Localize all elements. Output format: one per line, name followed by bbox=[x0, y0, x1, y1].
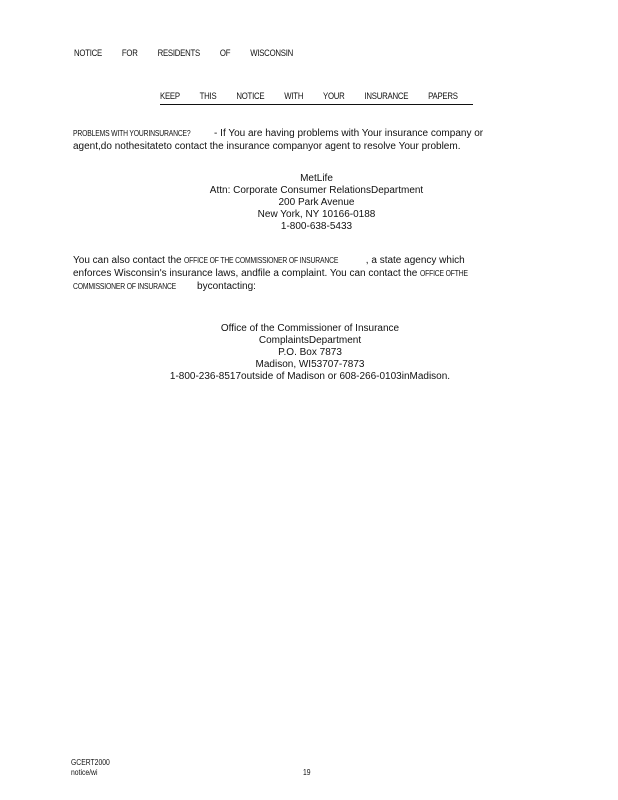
metlife-name: MetLife bbox=[300, 173, 333, 184]
notice-title-word: NOTICE bbox=[74, 48, 102, 59]
office-line-1 bbox=[73, 254, 476, 267]
footer-codes bbox=[71, 758, 110, 778]
problems-heading: PROBLEMS WITH YOURINSURANCE? bbox=[73, 129, 191, 138]
keep-notice-word: NOTICE bbox=[236, 91, 265, 102]
office-line-3 bbox=[73, 280, 476, 293]
commissioner-pobox: P.O. Box 7873 bbox=[278, 347, 342, 358]
metlife-phone: 1-800-638-5433 bbox=[280, 221, 353, 232]
notice-title-word: RESIDENTS bbox=[157, 48, 200, 59]
problems-line-1 bbox=[73, 127, 483, 140]
metlife-address-block bbox=[160, 173, 473, 233]
keep-notice-text bbox=[160, 91, 476, 102]
office-line-2 bbox=[73, 267, 476, 280]
metlife-city: New York, NY 10166-0188 bbox=[257, 209, 376, 220]
footer-sub: notice/wi bbox=[71, 768, 98, 777]
commissioner-office: Office of the Commissioner of Insurance bbox=[220, 323, 400, 334]
metlife-attn: Attn: Corporate Consumer RelationsDepartment bbox=[209, 185, 424, 196]
keep-notice-word: INSURANCE bbox=[364, 91, 409, 102]
notice-title-word: OF bbox=[219, 48, 231, 59]
office-paragraph bbox=[73, 254, 476, 293]
commissioner-city: Madison, WI53707-7873 bbox=[255, 359, 365, 370]
commissioner-dept: ComplaintsDepartment bbox=[258, 335, 362, 346]
problems-line-2: agent,do nothesitateto contact the insurance companyor agent to resolve Your problem. bbox=[73, 141, 461, 152]
office-text-d: bycontacting: bbox=[197, 281, 256, 292]
metlife-street: 200 Park Avenue bbox=[278, 197, 355, 208]
problems-text-1: - If You are having problems with Your insurance company or bbox=[211, 128, 484, 139]
office-name: OFFICE OF THE COMMISSIONER OF INSURANCE bbox=[184, 256, 339, 265]
problems-paragraph bbox=[73, 127, 483, 153]
keep-notice-heading bbox=[160, 90, 473, 105]
office-text-a: You can also contact the bbox=[73, 255, 185, 266]
commissioner-address-block bbox=[110, 323, 510, 383]
notice-title-word: FOR bbox=[121, 48, 138, 59]
keep-notice-word: WITH bbox=[284, 91, 304, 102]
office-name-2b: COMMISSIONER OF INSURANCE bbox=[73, 282, 177, 291]
office-text-c: enforces Wisconsin's insurance laws, andfile a complaint. You can contact the bbox=[73, 268, 421, 279]
office-name-2a: OFFICE OFTHE bbox=[420, 269, 468, 278]
commissioner-phone: 1-800-236-8517outside of Madison or 608-266-0103inMadison. bbox=[169, 371, 451, 382]
office-text-b: , a state agency which bbox=[365, 255, 465, 266]
keep-notice-word: THIS bbox=[199, 91, 217, 102]
keep-notice-word: YOUR bbox=[323, 91, 345, 102]
keep-notice-word: KEEP bbox=[160, 91, 180, 102]
notice-title-word: WISCONSIN bbox=[250, 48, 294, 59]
keep-notice-word: PAPERS bbox=[428, 91, 458, 102]
notice-title bbox=[74, 48, 311, 59]
footer-code: GCERT2000 bbox=[71, 758, 110, 767]
page-number: 19 bbox=[303, 768, 311, 777]
